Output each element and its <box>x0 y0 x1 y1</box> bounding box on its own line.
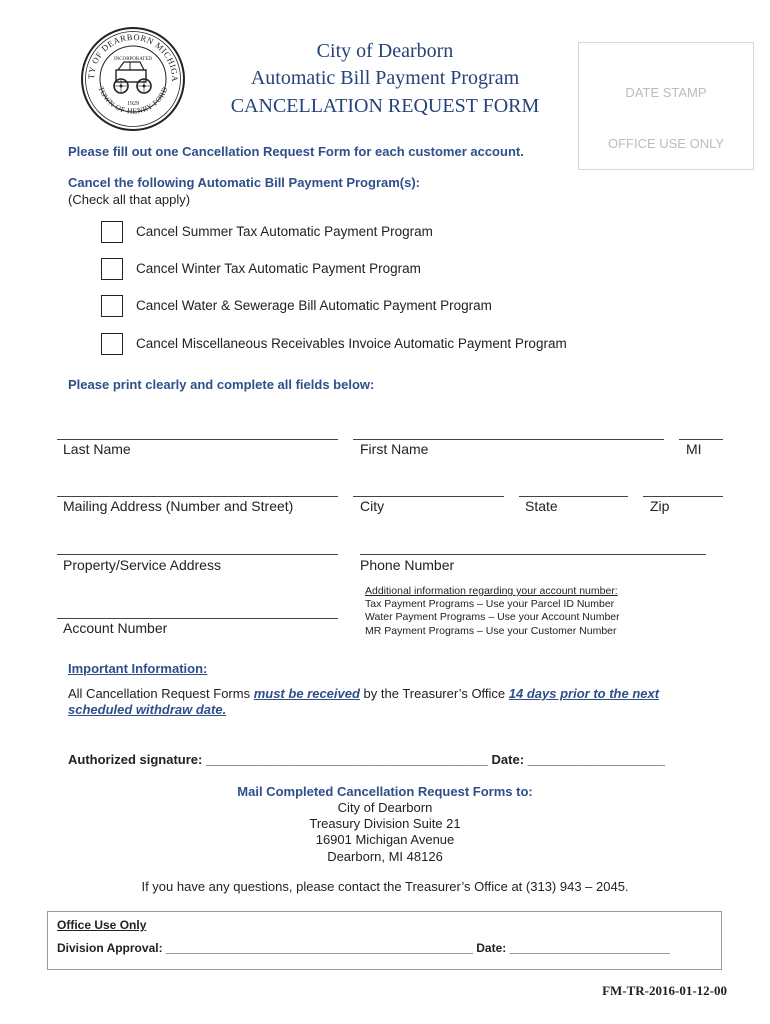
last-name-line[interactable] <box>57 439 338 440</box>
mail-line: 16901 Michigan Avenue <box>315 832 455 847</box>
mail-line: Treasury Division Suite 21 <box>309 816 461 831</box>
header-program: Automatic Bill Payment Program <box>250 67 520 89</box>
checkbox-misc-receivables[interactable] <box>101 333 123 355</box>
important-heading: Important Information: <box>68 661 208 676</box>
division-approval-line[interactable]: Division Approval: ______________________________________________ Date: ________________________ <box>57 941 670 955</box>
mail-line: Dearborn, MI 48126 <box>327 849 443 864</box>
account-number-line[interactable] <box>57 618 338 619</box>
mail-heading: Mail Completed Cancellation Request Forms to: <box>237 784 533 799</box>
mi-label: MI <box>686 441 702 457</box>
property-address-label: Property/Service Address <box>63 557 221 573</box>
account-info-heading: Additional information regarding your account number: <box>365 585 618 597</box>
option-label: Cancel Miscellaneous Receivables Invoice Automatic Payment Program <box>136 336 567 351</box>
office-use-box <box>47 911 722 970</box>
seal-inner-top: INCORPORATED <box>113 57 153 62</box>
intro-instruction: Please fill out one Cancellation Request Form for each customer account. <box>68 144 524 159</box>
account-number-label: Account Number <box>63 620 168 636</box>
cancel-heading: Cancel the following Automatic Bill Payment Program(s): <box>68 175 421 190</box>
city-label: City <box>360 498 385 514</box>
account-info-line: MR Payment Programs – Use your Customer Number <box>365 625 617 637</box>
signature-line[interactable]: Authorized signature: _______________________________________ Date: ___________________ <box>68 752 666 767</box>
office-use-title: Office Use Only <box>57 918 147 932</box>
account-info-line: Tax Payment Programs – Use your Parcel ID Number <box>365 598 615 610</box>
fields-heading: Please print clearly and complete all fields below: <box>68 377 375 392</box>
form-code: FM-TR-2016-01-12-00 <box>602 983 727 998</box>
mail-line: City of Dearborn <box>337 800 433 815</box>
state-line[interactable] <box>519 496 628 497</box>
city-seal <box>80 26 186 132</box>
checkbox-winter-tax[interactable] <box>101 258 123 280</box>
important-text-part: by the Treasurer’s Office <box>359 686 509 701</box>
option-label: Cancel Winter Tax Automatic Payment Program <box>136 261 421 276</box>
mailing-address-label: Mailing Address (Number and Street) <box>63 498 294 514</box>
option-label: Cancel Summer Tax Automatic Payment Program <box>136 224 433 239</box>
checkbox-water-sewerage[interactable] <box>101 295 123 317</box>
mailing-address-line[interactable] <box>57 496 338 497</box>
first-name-line[interactable] <box>353 439 664 440</box>
header-city: City of Dearborn <box>316 40 454 62</box>
account-info-line: Water Payment Programs – Use your Account Number <box>365 611 620 623</box>
zip-line[interactable] <box>643 496 723 497</box>
important-emphasis: 14 days prior to the next <box>508 686 660 701</box>
zip-label: Zip <box>650 498 670 514</box>
last-name-label: Last Name <box>63 441 131 457</box>
important-text <box>68 686 659 701</box>
important-emphasis: must be received <box>253 686 360 701</box>
state-label: State <box>525 498 558 514</box>
option-label: Cancel Water & Sewerage Bill Automatic Payment Program <box>136 298 492 313</box>
office-use-only-label: OFFICE USE ONLY <box>607 136 725 151</box>
questions-text: If you have any questions, please contact the Treasurer’s Office at (313) 943 – 2045. <box>141 879 629 894</box>
header-form-title: CANCELLATION REQUEST FORM <box>230 95 540 117</box>
phone-label: Phone Number <box>360 557 455 573</box>
checkbox-summer-tax[interactable] <box>101 221 123 243</box>
cancel-subheading: (Check all that apply) <box>68 192 191 207</box>
phone-line[interactable] <box>360 554 706 555</box>
date-stamp-box <box>578 42 754 170</box>
seal-graphic <box>80 26 186 132</box>
svg-text:CITY OF DEARBORN MICHIGAN <box>80 26 180 82</box>
important-emphasis-line2: scheduled withdraw date. <box>68 702 227 717</box>
seal-bottom-text: TOWN OF HENRY FORD <box>96 85 170 116</box>
seal-outer-text: TY OF DEARBORN MICHIGA <box>85 31 181 83</box>
first-name-label: First Name <box>360 441 429 457</box>
seal-inner-bottom: 1929 <box>127 101 139 107</box>
date-stamp-label: DATE STAMP <box>625 85 707 100</box>
property-address-line[interactable] <box>57 554 338 555</box>
mi-line[interactable] <box>679 439 723 440</box>
important-text-part: All Cancellation Request Forms <box>68 686 254 701</box>
city-line[interactable] <box>353 496 504 497</box>
